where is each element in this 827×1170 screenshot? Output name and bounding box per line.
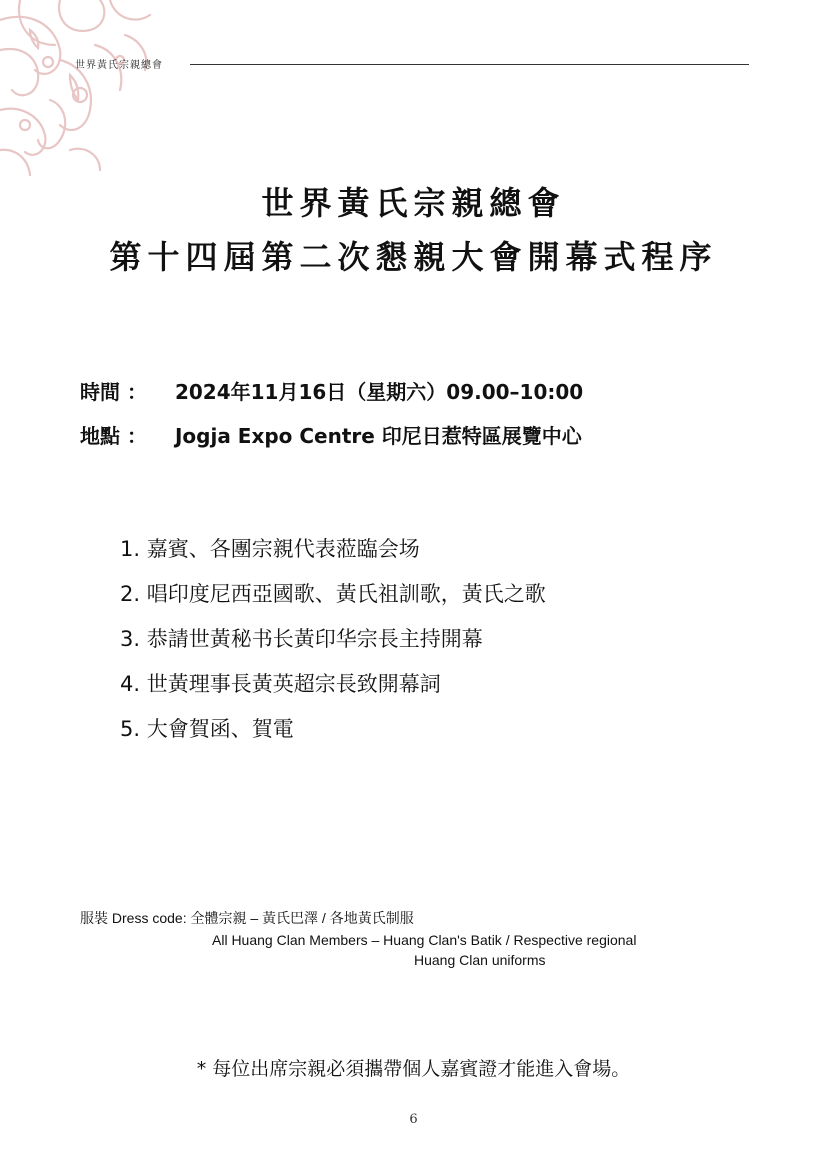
running-header: 世界黃氏宗親總會 [75, 60, 163, 71]
time-row [80, 376, 583, 405]
dress-code-line-1: 服裝 Dress code: 全體宗親 – 黃氏巴澤 / 各地黃氏制服 [80, 910, 414, 926]
agenda-item: 3. 恭請世黃秘书长黃印华宗長主持開幕 [120, 627, 483, 651]
place-label: 地點 ： [80, 424, 147, 448]
document-title-line-2: 第十四屆第二次懇親大會開幕式程序 [109, 238, 718, 276]
agenda-item: 4. 世黃理事長黃英超宗長致開幕詞 [120, 672, 441, 696]
agenda-item: 5. 大會賀函、賀電 [120, 717, 294, 741]
agenda-item: 1. 嘉賓、各團宗親代表蒞臨会场 [120, 537, 420, 561]
corner-ornament [0, 0, 170, 180]
agenda-item: 2. 唱印度尼西亞國歌、黃氏祖訓歌，黃氏之歌 [120, 582, 546, 606]
admission-note: * 每位出席宗親必須攜帶個人嘉賓證才能進入會場。 [196, 1058, 631, 1080]
place-row [80, 420, 582, 449]
header-rule [190, 64, 749, 65]
page-number: 6 [409, 1112, 418, 1127]
dress-code-line-2: All Huang Clan Members – Huang Clan's Batik / Respective regional [212, 932, 637, 948]
document-title-line-1: 世界黃氏宗親總會 [261, 184, 566, 222]
place-value: Jogja Expo Centre 印尼日惹特區展覽中心 [174, 424, 582, 448]
time-label: 時間 ： [80, 380, 147, 404]
time-value: 2024年11月16日（星期六）09.00–10:00 [174, 380, 584, 404]
dress-code-line-3: Huang Clan uniforms [414, 952, 546, 968]
agenda-list [120, 534, 546, 759]
